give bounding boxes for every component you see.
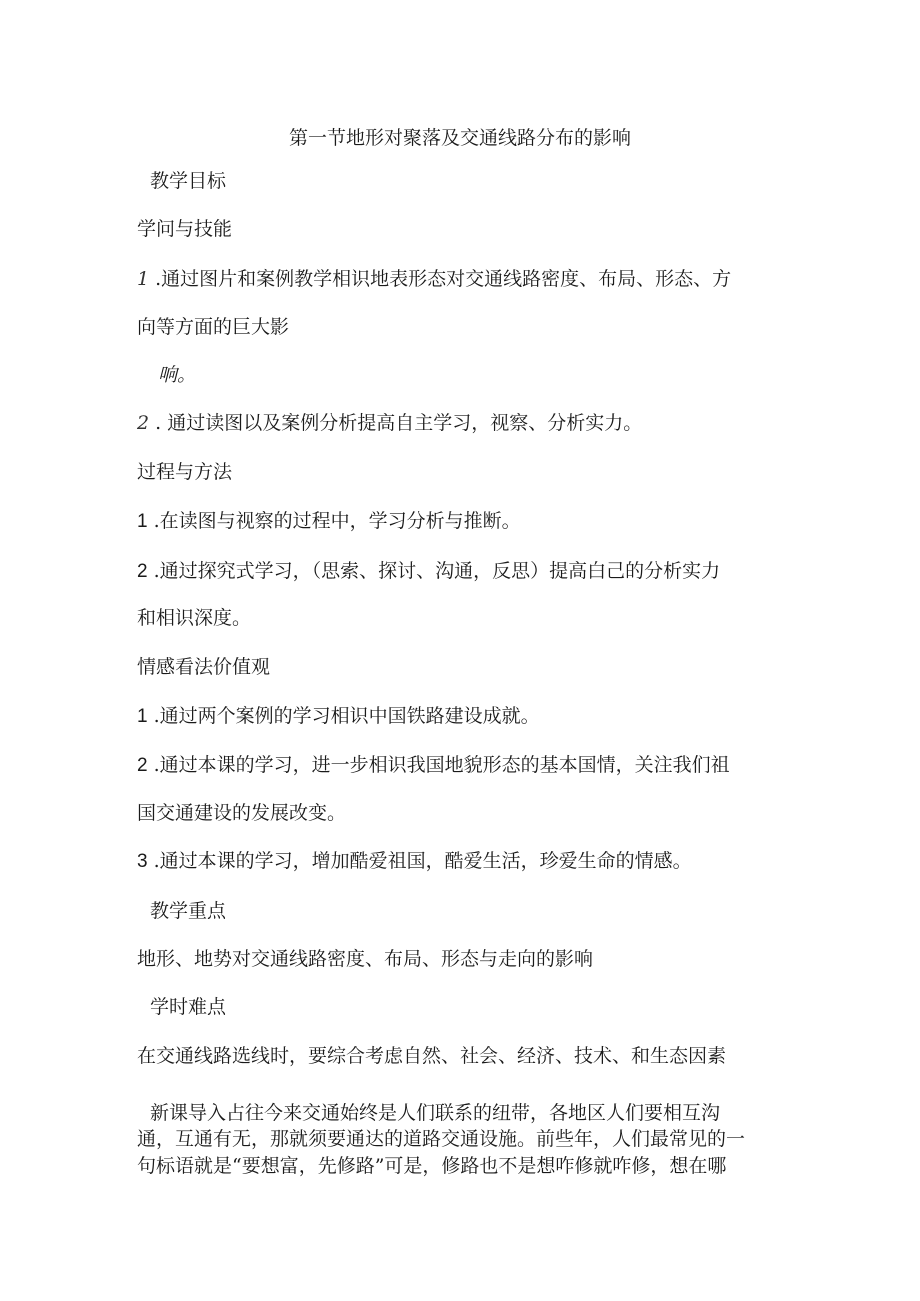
item-number: 1 <box>137 706 148 727</box>
process-item-2-continued: 和相识深度。 <box>137 607 252 629</box>
emotion-item-2 <box>137 752 730 779</box>
emotion-heading: 情感看法价值观 <box>137 656 271 678</box>
page-title: 第一节地形对聚落及交通线路分布的影响 <box>288 127 631 149</box>
item-number: 2 <box>137 412 150 434</box>
difficult-points-text: 在交通线路选线时，要综合考虑自然、社会、经济、技术、和生态因素 <box>137 1045 727 1067</box>
item-number: 3 <box>137 851 148 872</box>
knowledge-item-1 <box>137 266 731 292</box>
difficult-points-heading: 学时难点 <box>150 996 227 1018</box>
emotion-item-3 <box>137 848 692 875</box>
item-number: 1 <box>137 511 148 532</box>
item-text: . 通过读图以及案例分析提高自主学习，视察、分析实力。 <box>149 412 643 434</box>
key-points-heading: 教学重点 <box>150 900 227 922</box>
emotion-item-2-continued: 国交通建设的发展改变。 <box>137 802 347 824</box>
process-heading: 过程与方法 <box>137 461 233 483</box>
process-item-1 <box>137 508 521 535</box>
item-number: 2 <box>137 561 148 582</box>
item-text: .通过图片和案例教学相识地表形态对交通线路密度、布局、形态、方 <box>149 268 732 290</box>
key-points-text: 地形、地势对交通线路密度、布局、形态与走向的影响 <box>137 948 594 970</box>
objectives-heading: 教学目标 <box>150 170 227 192</box>
intro-line-3: 句标语就是“要想富，先修路”可是，修路也不是想咋修就咋修，想在哪 <box>137 1155 727 1177</box>
item-number: 2 <box>137 755 148 776</box>
item-text: .在读图与视察的过程中，学习分析与推断。 <box>147 510 521 532</box>
item-text: .通过两个案例的学习相识中国铁路建设成就。 <box>147 705 540 727</box>
knowledge-item-1-continued: 向等方面的巨大影 <box>137 316 290 338</box>
intro-line-2: 通，互通有无，那就须要通达的道路交通设施。前些年，人们最常见的一 <box>137 1128 746 1150</box>
knowledge-heading: 学问与技能 <box>137 218 233 240</box>
intro-line-1: 新课导入占往今来交通始终是人们联系的纽带，各地区人们要相互沟 <box>150 1102 721 1124</box>
item-text: .通过探究式学习，（思索、探讨、沟通，反思）提高白己的分析实力 <box>147 560 721 582</box>
process-item-2 <box>137 558 720 585</box>
emotion-item-1 <box>137 703 540 730</box>
knowledge-item-1-tail: 响。 <box>158 364 197 386</box>
knowledge-item-2 <box>137 410 642 436</box>
item-text: .通过本课的学习，增加酷爱祖国，酷爱生活，珍爱生命的情感。 <box>147 850 692 872</box>
item-number: 1 <box>137 268 150 290</box>
item-text: .通过本课的学习，进一步相识我国地貌形态的基本国情，关注我们祖 <box>147 754 730 776</box>
